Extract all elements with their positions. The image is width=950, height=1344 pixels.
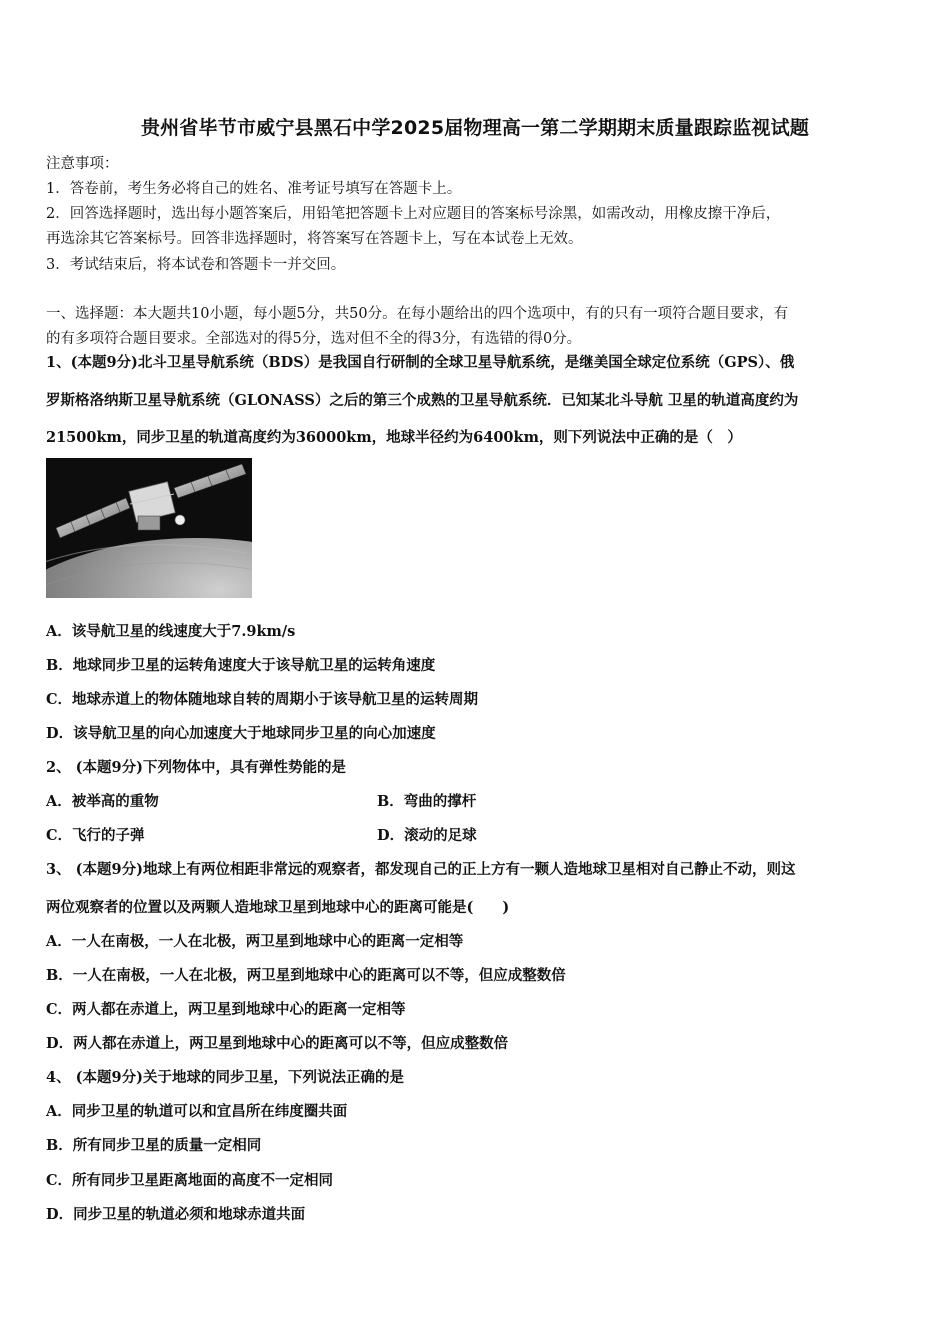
question-1-option-d: D．该导航卫星的向心加速度大于地球同步卫星的向心加速度 (46, 725, 436, 742)
notice-item: 1．答卷前，考生务必将自己的姓名、准考证号填写在答题卡上。 (46, 181, 462, 197)
question-1-option-c: C．地球赤道上的物体随地球自转的周期小于该导航卫星的运转周期 (46, 691, 479, 708)
question-3-option-b: B．一人在南极，一人在北极，两卫星到地球中心的距离可以不等，但应成整数倍 (46, 967, 566, 984)
question-1-stem: 1、(本题9分)北斗卫星导航系统（BDS）是我国自行研制的全球卫星导航系统，是继美国全球定位系统（GPS）、俄 (46, 354, 795, 371)
question-1-option-a: A．该导航卫星的线速度大于7.9km/s (46, 623, 296, 640)
question-3-option-c: C．两人都在赤道上，两卫星到地球中心的距离一定相等 (46, 1001, 406, 1018)
satellite-image (46, 458, 252, 598)
question-2-option-b: B．弯曲的撑杆 (377, 793, 477, 810)
question-3-option-a: A．一人在南极，一人在北极，两卫星到地球中心的距离一定相等 (46, 933, 464, 950)
question-3-stem: 两位观察者的位置以及两颗人造地球卫星到地球中心的距离可能是( ) (46, 899, 510, 916)
notice-item: 3．考试结束后，将本试卷和答题卡一并交回。 (46, 257, 346, 273)
notice-item: 再选涂其它答案标号。回答非选择题时，将答案写在答题卡上，写在本试卷上无效。 (46, 231, 583, 247)
question-1-stem: 罗斯格洛纳斯卫星导航系统（GLONASS）之后的第三个成熟的卫星导航系统．已知某北斗导航 卫星的轨道高度约为 (46, 392, 799, 409)
question-2-option-c: C．飞行的子弹 (46, 827, 145, 844)
section-heading: 一、选择题：本大题共10小题，每小题5分，共50分。在每小题给出的四个选项中，有的只有一项符合题目要求，有 (46, 306, 789, 322)
notice-item: 2．回答选择题时，选出每小题答案后，用铅笔把答题卡上对应题目的答案标号涂黑，如需改动，用橡皮擦干净后， (46, 206, 781, 222)
question-1-option-b: B．地球同步卫星的运转角速度大于该导航卫星的运转角速度 (46, 657, 436, 674)
question-2-option-a: A．被举高的重物 (46, 793, 159, 810)
notice-heading: 注意事项： (46, 156, 119, 172)
question-4-option-b: B．所有同步卫星的质量一定相同 (46, 1137, 262, 1154)
section-description: 的有多项符合题目要求。全部选对的得5分，选对但不全的得3分，有选错的得0分。 (46, 331, 582, 347)
question-4-option-d: D．同步卫星的轨道必须和地球赤道共面 (46, 1206, 306, 1223)
question-4-option-c: C．所有同步卫星距离地面的高度不一定相同 (46, 1172, 334, 1189)
question-4-option-a: A．同步卫星的轨道可以和宜昌所在纬度圈共面 (46, 1103, 348, 1120)
question-4-stem: 4、 (本题9分)关于地球的同步卫星，下列说法正确的是 (46, 1069, 404, 1086)
question-3-option-d: D．两人都在赤道上，两卫星到地球中心的距离可以不等，但应成整数倍 (46, 1035, 509, 1052)
question-2-option-d: D．滚动的足球 (377, 827, 477, 844)
page-title: 贵州省毕节市威宁县黑石中学2025届物理高一第二学期期末质量跟踪监视试题 (140, 117, 810, 139)
question-1-stem: 21500km，同步卫星的轨道高度约为36000km，地球半径约为6400km，则下列说法中正确的是（ ） (46, 429, 742, 446)
question-3-stem: 3、 (本题9分)地球上有两位相距非常远的观察者，都发现自己的正上方有一颗人造地球卫星相对自己静止不动，则这 (46, 861, 796, 878)
question-2-stem: 2、 (本题9分)下列物体中，具有弹性势能的是 (46, 759, 346, 776)
